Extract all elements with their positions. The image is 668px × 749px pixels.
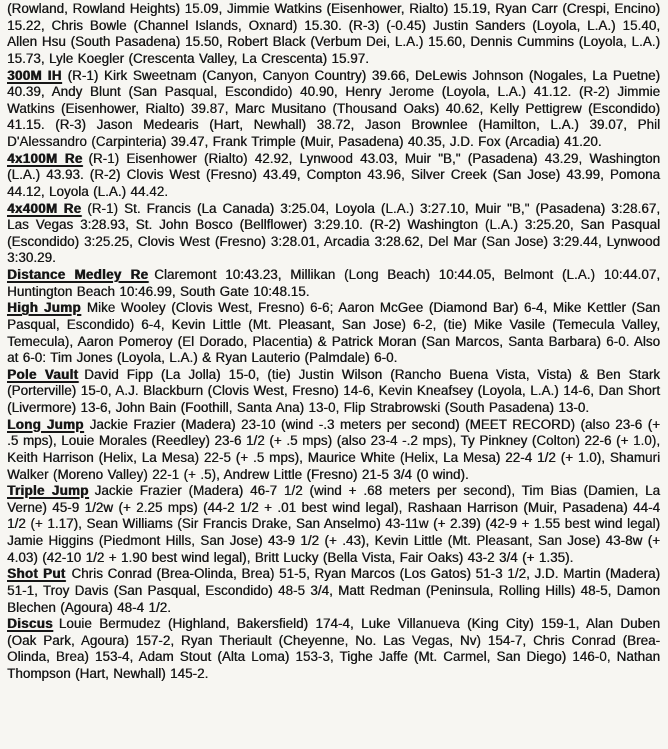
event-results-text: Mike Wooley (Clovis West, Fresno) 6-6; Aaron McGee (Diamond Bar) 6-4, Mike Kettler (San Pasqual, Escondido) 6-4, Kevin Little (Mt. Pleasant, San Jose) 6-2, (tie) Mike Vasile (Temecula Valley, Temecula), Aaron Pomeroy (El Dorado, Placentia) & Patrick Moran (San Marcos, Santa Barbara) 6-0. Also at 6-0: Tim Jones (Loyola, L.A.) & Ryan Lauterio (Palmdale) 6-0. xyxy=(7,300,660,366)
event-heading: 4x100M Re xyxy=(7,150,83,166)
event-heading: Pole Vault xyxy=(7,366,79,382)
event-heading: 4x400M Re xyxy=(7,200,82,216)
results-paragraph-4x400m-relay xyxy=(7,201,660,268)
event-results-text: (Rowland, Rowland Heights) 15.09, Jimmie Watkins (Eisenhower, Rialto) 15.19, Ryan Carr (Crespi, Encino) 15.22, Chris Bowle (Channel Islands, Oxnard) 15.30. (R-3) (-0.45) Justin Sanders (Loyola, L.A.) 15.40, Allen Hsu (South Pasadena) 15.50, Robert Black (Verbum Dei, L.A.) 15.60, Dennis Cummins (Loyola, L.A.) 15.73, Lyle Koegler (Crescenta Valley, La Crescenta) 15.97. xyxy=(7,1,660,66)
results-paragraph-discus xyxy=(7,616,660,683)
results-paragraph-triple-jump xyxy=(7,483,660,566)
results-paragraph-high-jump xyxy=(7,300,660,367)
event-heading: 300M IH xyxy=(7,67,62,83)
results-paragraph-110hh-continued xyxy=(7,1,660,68)
event-results-text: (R-1) Eisenhower (Rialto) 42.92, Lynwood 43.03, Muir "B," (Pasadena) 43.29, Washington (L.A.) 43.93. (R-2) Clovis West (Fresno) 43.49, Compton 43.96, Silver Creek (San Jose) 43.99, Pomona 44.12, Loyola (L.A.) 44.42. xyxy=(7,150,660,199)
event-results-text: Chris Conrad (Brea-Olinda, Brea) 51-5, Ryan Marcos (Los Gatos) 51-3 1/2, J.D. Martin (Madera) 51-1, Troy Davis (San Pasqual, Escondido) 48-5 3/4, Matt Redman (Peninsula, Rolling Hills) 48-5, Damon Blechen (Agoura) 48-4 1/2. xyxy=(7,566,660,615)
event-heading: Triple Jump xyxy=(7,483,89,499)
results-paragraph-long-jump xyxy=(7,417,660,484)
event-results-text: Jackie Frazier (Madera) 46-7 1/2 (wind + .68 meters per second), Tim Bias (Damien, La Verne) 45-9 1/2w (+ 2.25 mps) (44-2 1/2 + .01 best wind legal), Rashaan Harrison (Muir, Pasadena) 44-4 1/2 (+ 1.17), Sean Williams (Sir Francis Drake, San Anselmo) 43-11w (+ 2.39) (42-9 + 1.55 best wind legal) Jamie Higgins (Piedmont Hills, San Jose) 43-9 1/2 (+ .43), Kevin Little (Mt. Pleasant, San Jose) 43-8w (+ 4.03) (42-10 1/2 + 1.90 best wind legal), Britt Lucky (Bella Vista, Fair Oaks) 43-2 3/4 (+ 1.35). xyxy=(7,483,660,565)
results-paragraph-pole-vault xyxy=(7,367,660,417)
results-paragraph-distance-medley xyxy=(7,267,660,300)
event-results-text: Louie Bermudez (Highland, Bakersfield) 174-4, Luke Villanueva (King City) 159-1, Alan Duben (Oak Park, Agoura) 157-2, Ryan Theriault (Cheyenne, No. Las Vegas, Nv) 154-7, Chris Conrad (Brea-Olinda, Brea) 153-4, Adam Stout (Alta Loma) 153-3, Tighe Jaffe (Mt. Carmel, San Diego) 146-0, Nathan Thompson (Hart, Newhall) 145-2. xyxy=(7,616,660,681)
event-results-text: (R-1) St. Francis (La Canada) 3:25.04, Loyola (L.A.) 3:27.10, Muir "B," (Pasadena) 3:28.67, Las Vegas 3:28.93, St. John Bosco (Bellflower) 3:29.10. (R-2) Washington (L.A.) 3:25.20, San Pasqual (Escondido) 3:25.25, Clovis West (Fresno) 3:28.01, Arcadia 3:28.62, Del Mar (San Jose) 3:29.44, Lynwood 3:30.29. xyxy=(7,200,660,266)
event-heading: High Jump xyxy=(7,300,81,316)
event-results-text: David Fipp (La Jolla) 15-0, (tie) Justin Wilson (Rancho Buena Vista, Vista) & Ben Stark (Porterville) 15-0, A.J. Blackburn (Clovis West, Fresno) 14-6, Kevin Kneafsey (Loyola, L.A.) 14-6, Dan Short (Livermore) 13-6, John Bain (Foothill, Santa Ana) 13-0, Flip Strabrowski (South Pasadena) 13-0. xyxy=(7,366,660,415)
event-heading: Shot Put xyxy=(7,566,66,582)
results-paragraph-4x100m-relay xyxy=(7,151,660,201)
event-heading: Discus xyxy=(7,616,53,632)
event-heading: Distance Medley Re xyxy=(7,267,149,282)
results-paragraph-300m-ih xyxy=(7,68,660,151)
results-paragraph-shot-put xyxy=(7,566,660,616)
event-results-text: Claremont 10:43.23, Millikan (Long Beach) 10:44.05, Belmont (L.A.) 10:44.07, Huntington Beach 10:46.99, South Gate 10:48.15. xyxy=(7,267,660,299)
event-results-text: (R-1) Kirk Sweetnam (Canyon, Canyon Country) 39.66, DeLewis Johnson (Nogales, La Puetne) 40.39, Andy Blunt (San Pasqual, Escondido) 40.90, Henry Jerome (Loyola, L.A.) 41.12. (R-2) Jimmie Watkins (Eisenhower, Rialto) 39.87, Marc Musitano (Thousand Oaks) 40.62, Kelly Pettigrew (Escondido) 41.15. (R-3) Jason Medearis (Hart, Newhall) 38.72, Jason Brownlee (Hamilton, L.A.) 39.07, Phil D'Alessandro (Carpinteria) 39.47, Frank Trimple (Muir, Pasadena) 40.35, J.D. Fox (Arcadia) 41.20. xyxy=(7,67,660,149)
event-heading: Long Jump xyxy=(7,416,84,432)
event-results-text: Jackie Frazier (Madera) 23-10 (wind -.3 meters per second) (MEET RECORD) (also 23-6 (+ .5 mps), Louie Morales (Reedley) 23-6 1/2 (+ .5 mps) (also 23-4 -.2 mps), Ty Pinkney (Colton) 22-6 (+ 1.0), Keith Harrison (Helix, La Mesa) 22-5 (+ .5 mps), Maurice White (Helix, La Mesa) 22-4 1/2 (+ 1.0), Shamuri Walker (Moreno Valley) 22-1 (+ .5), Andrew Little (Fresno) 21-5 3/4 (0 wind). xyxy=(7,416,661,482)
